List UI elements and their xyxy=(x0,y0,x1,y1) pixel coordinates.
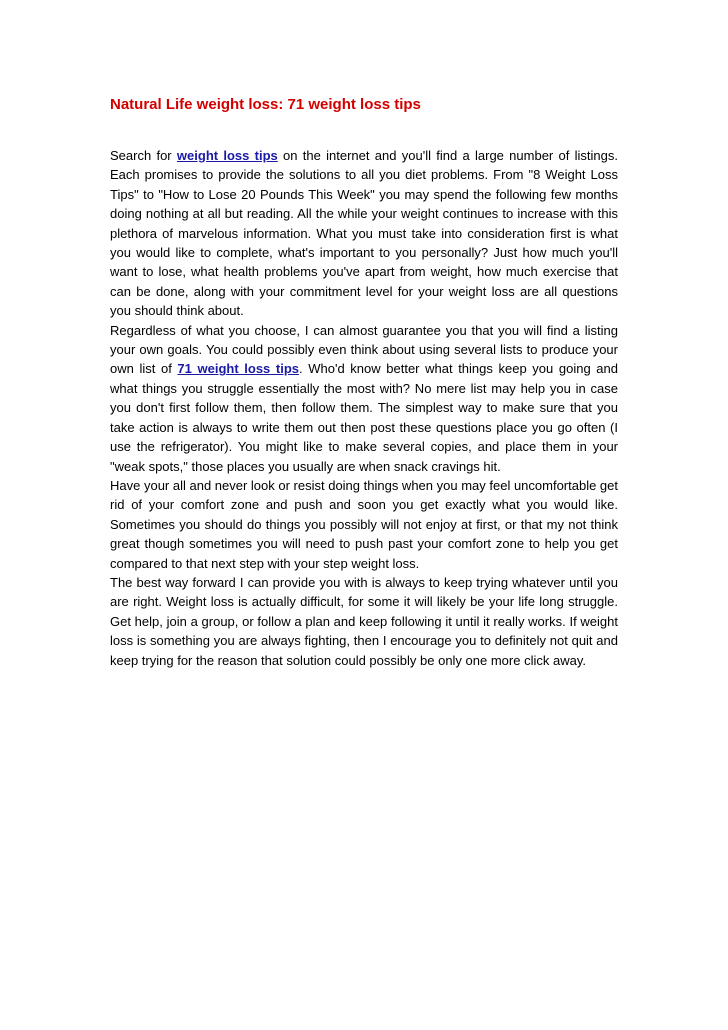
paragraph-keep-trying: The best way forward I can provide you with is always to keep trying whatever until you are right. Weight loss is actually difficult, for some it will likely be your life long struggle. Get help, join a group, or follow a plan and keep following it until it really works. If weight loss is something you are always fighting, then I encourage you to definitely not quit and keep trying for the reason that solution could possibly be only one more click away. xyxy=(110,574,618,668)
document-body xyxy=(110,146,618,670)
paragraph-text: . Who'd know better what things keep you going and what things you struggle essentially the most with? No mere list may help you in case you don't first follow them, then follow them. The simplest way to make sure that you take action is always to write them out then post these questions place you go often (I use the refrigerator). You might like to make several copies, and place them in your "weak spots," those places you usually are when snack cravings hit. xyxy=(110,361,618,474)
document-title: Natural Life weight loss: 71 weight loss tips xyxy=(110,96,421,113)
paragraph-text: on the internet and you'll find a large number of listings. Each promises to provide the solutions to all you diet problems. From "8 Weight Loss Tips" to "How to Lose 20 Pounds This Week" you may spend the following few months doing nothing at all but reading. All the while your weight continues to increase with this plethora of marvelous information. What you must take into consideration first is what you would like to complete, what's important to you personally? Just how much you'll want to lose, what health problems you've apart from weight, how much exercise that can be done, along with your commitment level for your weight loss are all questions you should think about. xyxy=(110,148,618,319)
weight-loss-tips-link[interactable]: weight loss tips xyxy=(176,148,278,163)
paragraph-intro xyxy=(110,146,618,321)
paragraph-text: Regardless of what you choose, I can almost guarantee you that you will find a listing your own goals. You could possibly even think about using several lists to produce your own list of xyxy=(110,322,618,377)
paragraph-comfort-zone: Have your all and never look or resist doing things when you may feel uncomfortable get rid of your comfort zone and push and soon you get exactly what you would like. Sometimes you should do things you possibly will not enjoy at first, or that my not think great though sometimes you will need to push past your comfort zone to help you get compared to that next step with your step weight loss. xyxy=(110,477,619,571)
paragraph-goals xyxy=(110,321,618,476)
71-weight-loss-tips-link[interactable]: 71 weight loss tips xyxy=(177,361,300,377)
paragraph-text: Search for xyxy=(110,148,177,163)
